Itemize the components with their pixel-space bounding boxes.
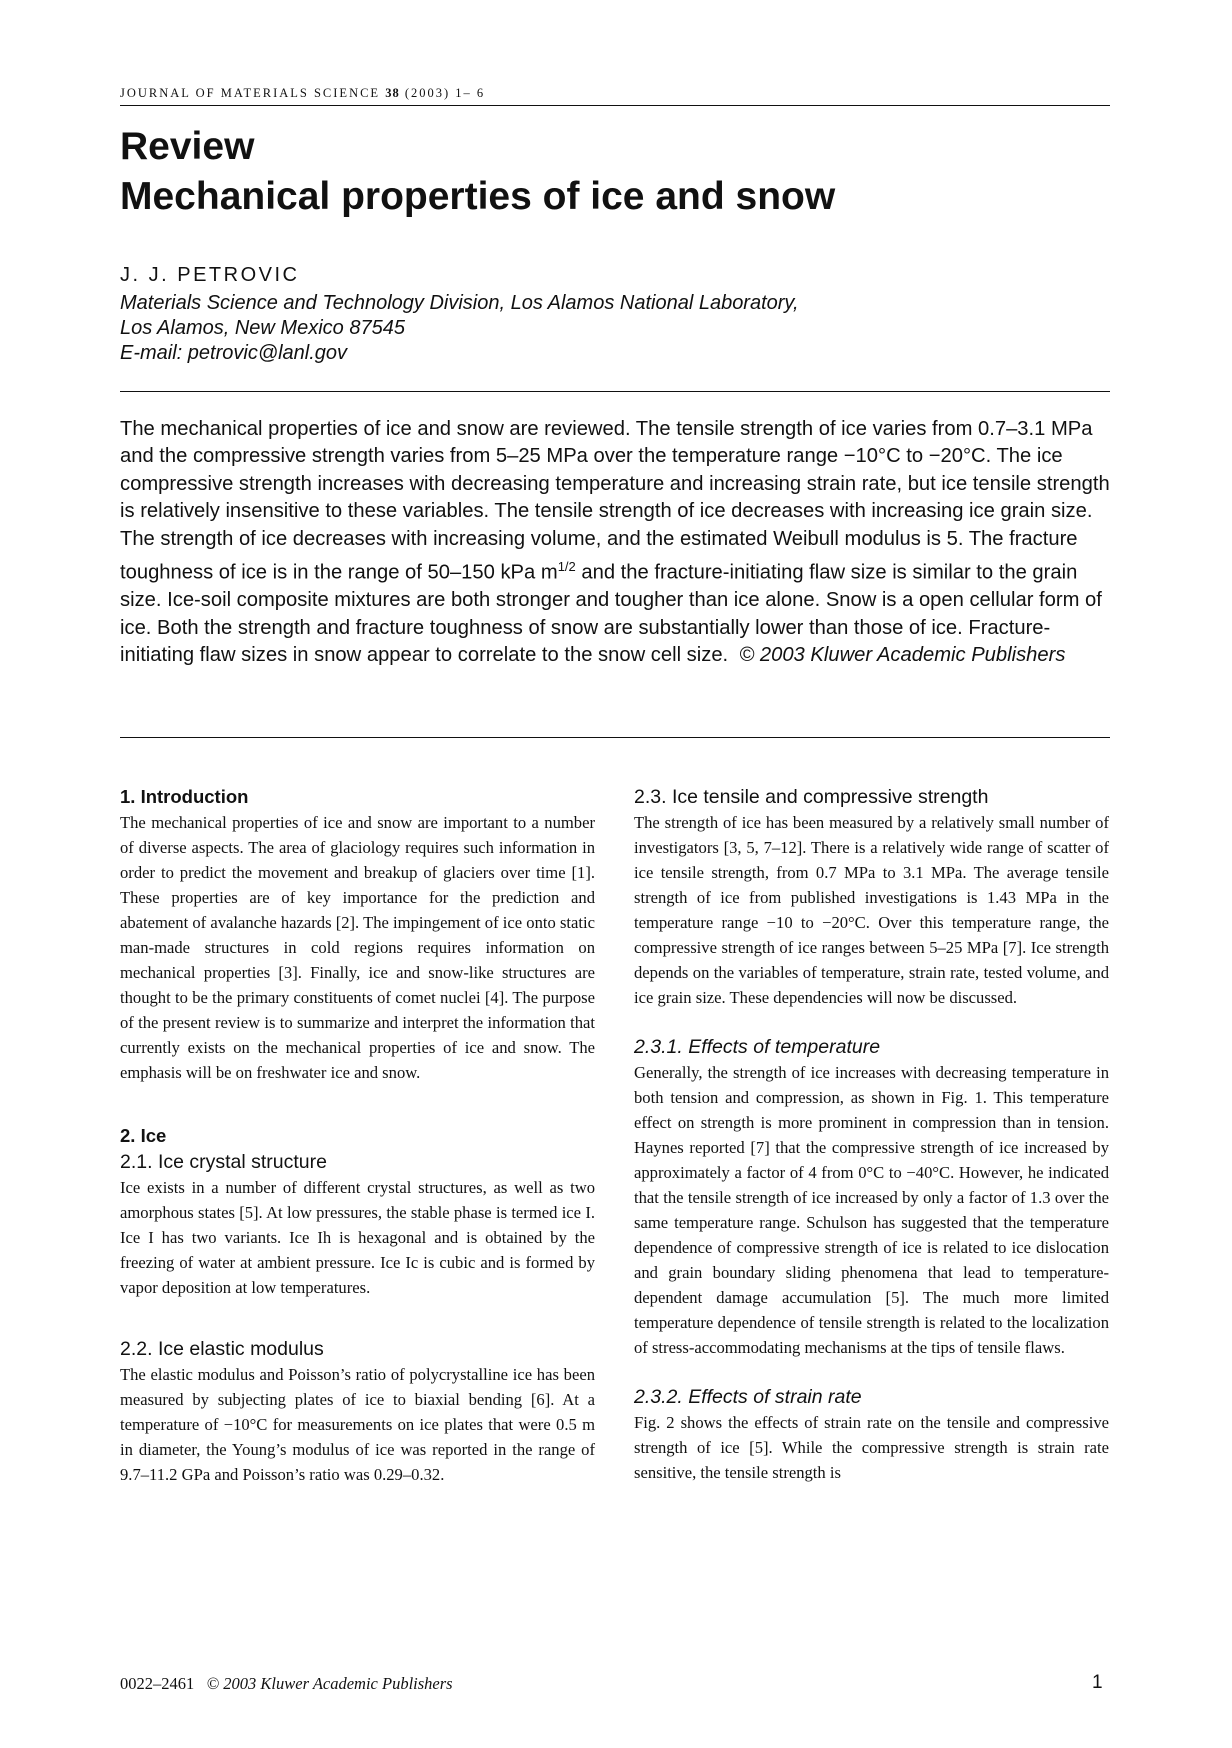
temperature-paragraph: Generally, the strength of ice increases with decreasing temperature in both tension and compression, as shown in Fig. 1. This temperature effect on strength is more prominent in compression than in tension. Haynes reported [7] that the compressive strength of ice increased by approximately a factor of 4 from 0°C to −40°C. However, he indicated that the tensile strength of ice increased by only a factor of 1.3 over the same temperature range. Schulson has suggested that the temperature dependence of compressive strength of ice is related to ice dislocation and grain boundary sliding phenomena that lead to temperature-dependent damage accumulation [5]. The much more limited temperature dependence of tensile strength is related to the localization of stress-accommodating mechanisms at the tips of tensile flaws. bbox=[634, 1063, 1109, 1357]
author-email: E-mail: petrovic@lanl.gov bbox=[120, 342, 348, 364]
journal-header bbox=[120, 86, 1110, 106]
subsection-heading-tensile-compressive: 2.3. Ice tensile and compressive strength bbox=[634, 786, 989, 808]
abstract bbox=[120, 416, 1110, 669]
crystal-structure-paragraph: Ice exists in a number of different crystal structures, as well as two amorphous states [5]. At low pressures, the stable phase is termed ice I. Ice I has two variants. Ice Ih is hexagonal and is obtained by the freezing of water at ambient pressure. Ice Ic is cubic and is formed by vapor deposition at low temperatures. bbox=[120, 1178, 595, 1297]
author-name: J. J. PETROVIC bbox=[120, 264, 300, 286]
abstract-top-rule bbox=[120, 391, 1110, 392]
section-heading-introduction: 1. Introduction bbox=[120, 786, 249, 807]
section-heading-ice: 2. Ice bbox=[120, 1125, 167, 1146]
affiliation-line-1: Materials Science and Technology Division, Los Alamos National Laboratory, bbox=[120, 292, 799, 314]
affiliation-line-2: Los Alamos, New Mexico 87545 bbox=[120, 317, 405, 339]
abstract-text-2: and the fracture-initiating flaw size is similar to the grain size. Ice-soil composite mixtures are both stronger and tougher than ice alone. Snow is a open cellular form of ice. Both the strength and fracture toughness of snow are substantially lower than those of ice. Fracture-initiating flaw sizes in snow appear to correlate to the snow cell size. bbox=[120, 561, 1102, 666]
subsection-heading-crystal-structure: 2.1. Ice crystal structure bbox=[120, 1151, 327, 1173]
right-column bbox=[634, 784, 1109, 1485]
author-affiliation bbox=[120, 291, 799, 366]
journal-name: JOURNAL OF MATERIALS SCIENCE bbox=[120, 86, 381, 100]
introduction-paragraph: The mechanical properties of ice and snow are important to a number of diverse aspects. The area of glaciology requires such information in order to predict the movement and breakup of glaciers over time [1]. These properties are of key importance for the prediction and abatement of avalanche hazards [2]. The impingement of ice onto static man-made structures in cold regions requires information on mechanical properties [3]. Finally, ice and snow-like structures are thought to be the primary constituents of comet nuclei [4]. The purpose of the present review is to summarize and interpret the information that currently exists on the mechanical properties of ice and snow. The emphasis will be on freshwater ice and snow. bbox=[120, 813, 595, 1082]
subsubsection-heading-temperature: 2.3.1. Effects of temperature bbox=[634, 1036, 881, 1058]
footer-issn: 0022–2461 bbox=[120, 1674, 195, 1693]
strain-rate-paragraph: Fig. 2 shows the effects of strain rate on the tensile and compressive strength of ice [5]. While the compressive strength is strain rate sensitive, the tensile strength is bbox=[634, 1413, 1109, 1482]
abstract-copyright: © 2003 Kluwer Academic Publishers bbox=[739, 643, 1066, 666]
left-column bbox=[120, 784, 595, 1487]
subsubsection-heading-strain-rate: 2.3.2. Effects of strain rate bbox=[634, 1386, 862, 1408]
footer-copyright: © 2003 Kluwer Academic Publishers bbox=[206, 1674, 453, 1693]
journal-volume: 38 bbox=[385, 86, 400, 100]
title-line-review: Review bbox=[120, 125, 255, 168]
abstract-superscript: 1/2 bbox=[557, 559, 576, 575]
abstract-bottom-rule bbox=[120, 737, 1110, 738]
journal-year-pages: (2003) 1– 6 bbox=[404, 86, 486, 100]
elastic-modulus-paragraph: The elastic modulus and Poisson’s ratio of polycrystalline ice has been measured by subjecting plates of ice to biaxial bending [6]. At a temperature of −10°C for measurements on ice plates that were 0.5 m in diameter, the Young’s modulus of ice was reported in the range of 9.7–11.2 GPa and Poisson’s ratio was 0.29–0.32. bbox=[120, 1365, 595, 1484]
subsection-heading-elastic-modulus: 2.2. Ice elastic modulus bbox=[120, 1338, 324, 1360]
title-line-main: Mechanical properties of ice and snow bbox=[120, 175, 836, 218]
paper-title bbox=[120, 122, 835, 222]
page-number: 1 bbox=[1092, 1672, 1103, 1693]
abstract-text-1: The mechanical properties of ice and snow are reviewed. The tensile strength of ice varies from 0.7–3.1 MPa and the compressive strength varies from 5–25 MPa over the temperature range −10°C to −20°C. The ice compressive strength increases with decreasing temperature and increasing strain rate, but ice tensile strength is relatively insensitive to these variables. The tensile strength of ice decreases with increasing ice grain size. The strength of ice decreases with increasing volume, and the estimated Weibull modulus is 5. The fracture toughness of ice is in the range of 50–150 kPa m bbox=[120, 418, 1110, 584]
strength-paragraph: The strength of ice has been measured by a relatively small number of investigators [3, 5, 7–12]. There is a relatively wide range of scatter of ice tensile strength, from 0.7 MPa to 3.1 MPa. The average tensile strength of ice from published investigations is 1.43 MPa in the temperature range −10 to −20°C. Over this temperature range, the compressive strength of ice ranges between 5–25 MPa [7]. Ice strength depends on the variables of temperature, strain rate, tested volume, and ice grain size. These dependencies will now be discussed. bbox=[634, 813, 1109, 1007]
footer-issn-copyright bbox=[120, 1674, 453, 1694]
